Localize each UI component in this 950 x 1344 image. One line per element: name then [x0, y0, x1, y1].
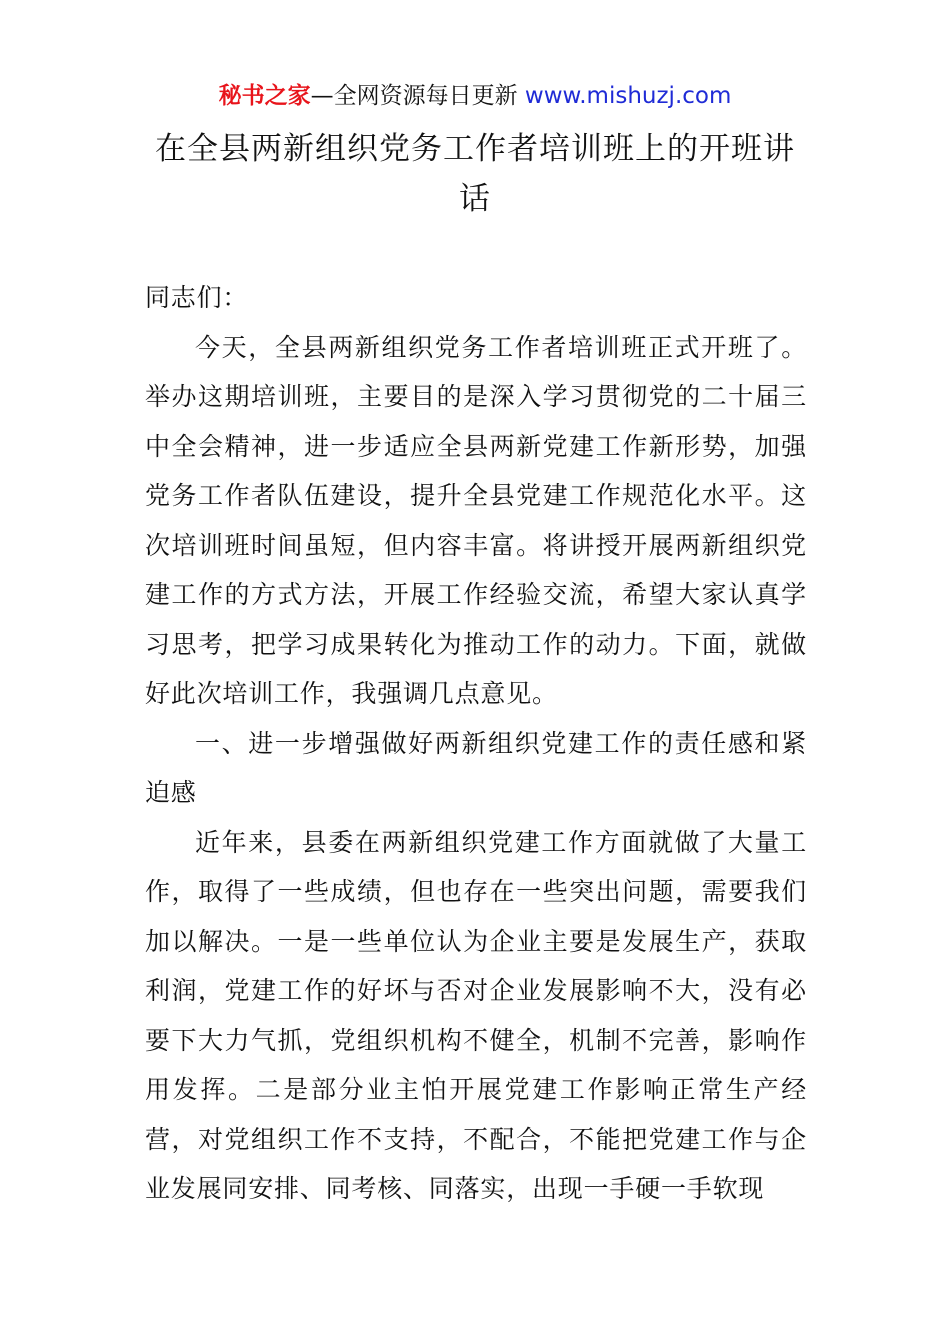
- document-body: [145, 273, 807, 1214]
- site-tagline: —全网资源每日更新: [310, 83, 525, 109]
- section-heading-1: 一、进一步增强做好两新组织党建工作的责任感和紧迫感: [145, 728, 807, 807]
- site-header-banner: [0, 80, 950, 112]
- site-brand: 秘书之家: [218, 83, 311, 109]
- paragraph-intro: 今天，全县两新组织党务工作者培训班正式开班了。举办这期培训班，主要目的是深入学习贯彻党的二十届三中全会精神，进一步适应全县两新党建工作新形势，加强党务工作者队伍建设，提升全县党建工作规范化水平。这次培训班时间虽短，但内容丰富。将讲授开展两新组织党建工作的方式方法，开展工作经验交流，希望大家认真学习思考，把学习成果转化为推动工作的动力。下面，就做好此次培训工作，我强调几点意见。: [145, 332, 807, 708]
- paragraph-section-1: 近年来，县委在两新组织党建工作方面就做了大量工作，取得了一些成绩，但也存在一些突出问题，需要我们加以解决。一是一些单位认为企业主要是发展生产，获取利润，党建工作的好坏与否对企业发展影响不大，没有必要下大力气抓，党组织机构不健全，机制不完善，影响作用发挥。二是部分业主怕开展党建工作影响正常生产经营，对党组织工作不支持，不配合，不能把党建工作与企业发展同安排、同考核、同落实，出现一手硬一手软现: [145, 827, 807, 1203]
- site-url-link[interactable]: www.mishuzj.com: [524, 83, 732, 109]
- greeting: 同志们：: [145, 283, 249, 312]
- document-title: 在全县两新组织党务工作者培训班上的开班讲话: [155, 131, 795, 217]
